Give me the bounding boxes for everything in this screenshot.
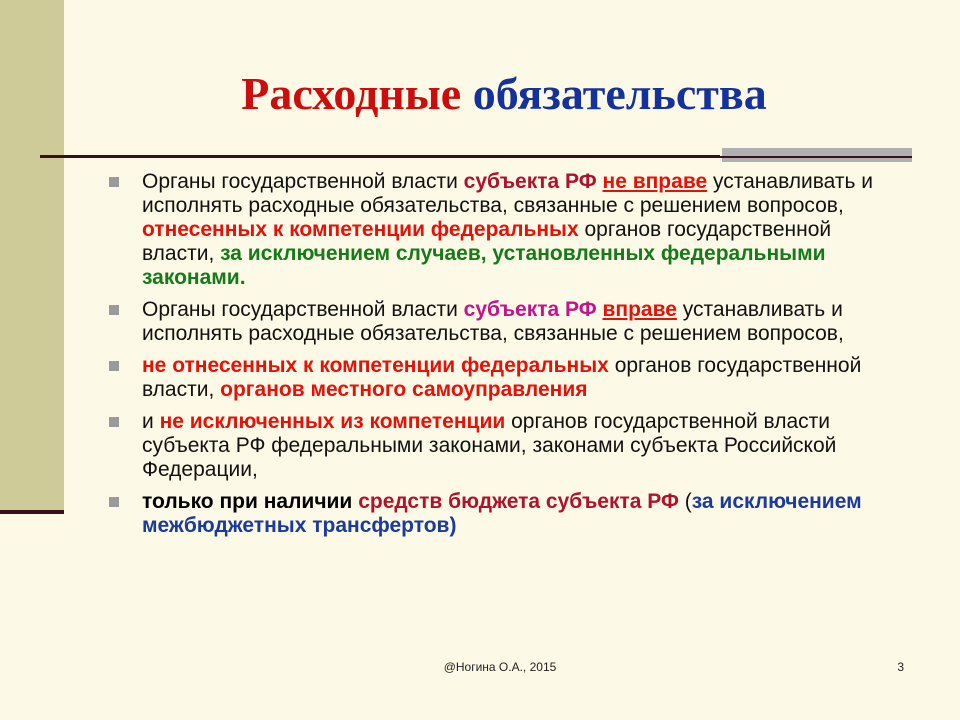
left-decor-bar-edge	[0, 510, 64, 514]
bullet-list	[108, 170, 888, 546]
bullet-item	[108, 410, 888, 482]
bullet-square-icon	[109, 177, 119, 187]
bullet-item	[108, 298, 888, 346]
bullet-text-run: органов государственной власти субъекта РФ федеральными законами, законами субъекта Российской Федерации,	[142, 410, 837, 481]
bullet-square-icon	[109, 497, 119, 507]
bullet-text-run: отнесенных к компетенции федеральных	[142, 218, 579, 241]
bullet-text-run: органов местного самоуправления	[220, 378, 588, 401]
bullet-text-run: )	[449, 514, 457, 537]
bullet-text-run: за исключением случаев, установленных федеральными законами.	[142, 242, 826, 289]
bullet-text-run: Органы государственной власти	[142, 170, 464, 193]
title-part-1: Расходные	[241, 68, 462, 119]
bullet-text-run: органов государственной власти,	[142, 218, 832, 265]
divider-accent-block	[722, 148, 912, 162]
bullet-square-icon	[109, 361, 119, 371]
title-divider	[40, 155, 720, 158]
page-number: 3	[897, 660, 904, 674]
bullet-item	[108, 490, 888, 538]
title-divider-right	[720, 156, 912, 158]
bullet-text-run: средств бюджета субъекта РФ	[358, 490, 679, 513]
title-part-2: обязательства	[472, 68, 767, 119]
bullet-text-run: субъекта РФ	[463, 298, 597, 321]
bullet-text-run: органов государственной власти,	[142, 354, 862, 401]
bullet-square-icon	[109, 417, 119, 427]
bullet-item	[108, 170, 888, 290]
bullet-text-run: не вправе	[602, 170, 708, 193]
bullet-text-run: только при наличии	[142, 490, 353, 513]
bullet-text-run: за исключением межбюджетных трансфертов	[142, 490, 862, 537]
slide-title	[0, 66, 960, 122]
bullet-text-run: не исключенных из компетенции	[159, 410, 506, 433]
bullet-text-run: вправе	[602, 298, 677, 321]
bullet-text-run: субъекта РФ	[463, 170, 597, 193]
bullet-text-run: устанавливать и исполнять расходные обязательства, связанные с решением вопросов,	[142, 170, 873, 217]
bullet-text-run: (	[678, 490, 692, 513]
bullet-text-run: и	[142, 410, 160, 433]
bullet-item	[108, 354, 888, 402]
bullet-text-run: не отнесенных к компетенции федеральных	[142, 354, 609, 377]
bullet-text-run: устанавливать и исполнять расходные обязательства, связанные с решением вопросов,	[142, 298, 844, 345]
bullet-square-icon	[109, 305, 119, 315]
bullet-text-run: Органы государственной власти	[142, 298, 464, 321]
footer-author: @Ногина О.А., 2015	[443, 660, 557, 674]
